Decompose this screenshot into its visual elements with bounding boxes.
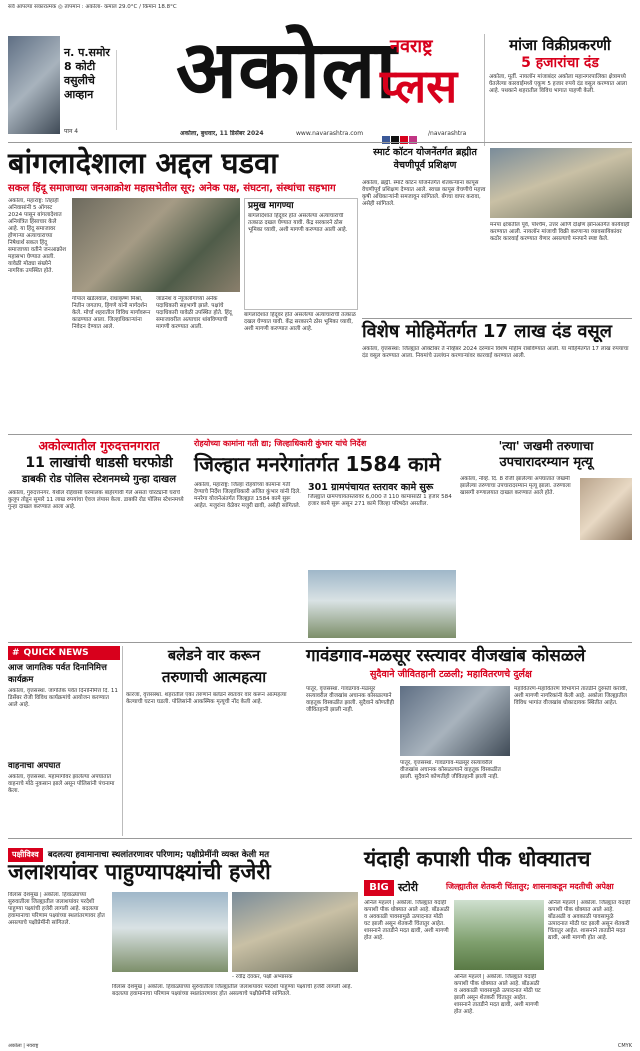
masthead-divider — [116, 50, 117, 130]
cotton-text: अनिल महल्ले | अकोला. जिल्ह्यात यंदाही कपाशी पीक धोक्यात आले आहे. बोंडअळी व अवकाळी पावसामुळे उत्पादनात मोठी घट झाली असून शेतकरी चिंतातुर आहेत. शासनाने तातडीने मदत द्यावी, अशी मागणी होत आहे. — [364, 900, 450, 941]
left-promo-headline: न. प.समोर 8 कोटी वसुलीचे आव्हान — [64, 46, 110, 101]
demands-box — [244, 198, 358, 310]
pole-headline: गावंडगाव-मळसूर रस्त्यावर वीजखांब कोसळले — [306, 646, 586, 666]
youth-headline-1: 'त्या' जखमी तरुणाचा — [498, 439, 594, 453]
footer-left: अकोला | नवराष्ट्र — [8, 1043, 39, 1049]
burglary-headline-2: 11 लाखांची धाडसी घरफोडी — [25, 455, 173, 471]
birds-caption: - रवींद्र देवकर, पक्षी अभ्यासक — [232, 974, 293, 980]
right-promo-title: मांजा विक्रीप्रकरणी — [509, 36, 611, 54]
quick-divider — [122, 646, 123, 836]
right-promo — [484, 34, 635, 146]
masthead-rule — [8, 142, 632, 143]
pole-text-2: पातूर, वृत्तसंस्था. गावंडगाव-मळसूर रस्त्यावरील वीजखांब अचानक कोसळल्याने वाहतूक विस्कळीत झाली. सुदैवाने कोणतीही जीवितहानी झाली नाही. — [400, 760, 501, 780]
lead-headline: बांगलादेशाला अद्दल घडवा — [8, 146, 278, 180]
rally-photo — [72, 198, 240, 292]
quick-news-label: QUICK NEWS — [23, 648, 89, 658]
section-rule-3 — [8, 838, 632, 839]
corner-text: महावितरण-महावितरण विभागाने तातडीने दुरुस्ती करावी, अशी मागणी नागरिकांनी केली आहे. अकोला जिल्ह्यातील विविध भागांत वीजखांब धोकादायक स्थितीत आहेत. — [514, 686, 628, 706]
burglary-headline-1: अकोल्यातील गुरुदत्तनगरात — [38, 438, 160, 453]
cotton-headline: यंदाही कपाशी पीक धोक्यातच — [364, 847, 591, 871]
social-icons — [382, 129, 424, 138]
campaign-headline: विशेष मोहिमेंतर्गत 17 लाख दंड वसूल — [362, 321, 612, 342]
big-story-label: स्टोरी — [398, 881, 419, 894]
cotton-text-2: अनिल महल्ले | अकोला. जिल्ह्यात यंदाही कपाशी पीक धोक्यात आले आहे. बोंडअळी व अवकाळी पावसामुळे उत्पादनात मोठी घट झाली असून शेतकरी चिंतातुर आहेत. शासनाने तातडीने मदत द्यावी, अशी मागणी होत आहे. — [454, 974, 541, 1015]
manja-text: मनपा क्षेत्रातील पूर्व, पश्चिम, उत्तर आणि दक्षिण झोनअंतर्गत कार्यवाही करण्यात आली. नायलॉन मांजाची विक्री करणाऱ्या व्यावसायिकांवर कठोर कारवाई करण्यात येणार असल्याचे मनपाने स्पष्ट केले. — [490, 222, 630, 242]
youth-portrait — [580, 478, 632, 540]
lead-text-col3: जाडनेश व न्यूजलोगांच्या अनेक पदाधिकारी सहभागी झाले. पक्षांचे पदाधिकारी यावेळी उपस्थित होते. हिंदू समाजावरील अत्याचार थांबविण्याची मागणी करण्यात आली. — [156, 296, 232, 330]
mgnrega-headline: जिल्हात मनरेगांतर्गत 1584 कामे — [194, 452, 441, 476]
youth-headline-2: उपचारादरम्यान मृत्यू — [499, 455, 593, 470]
birds-text-2: विलास देशमुख | अकोला. हिवाळ्याच्या सुरुवातीला जिल्ह्यातील जलाशयांवर परदेशी पाहुण्या पक्ष्यांची हजेरी लागली आहे. बदलत्या हवामानाचा परिणाम पक्ष्यांच्या स्थलांतरणावर होत असल्याचे पक्षीप्रेमींनी सांगितले. — [112, 984, 353, 997]
lead-text-col1: अकोला, महाराष्ट्र: तिहाही अनिवासांनी 5 ऑगस्ट 2024 पासून बांगलादेशात अनियंत्रित हिंसाचार केले आहे. या हिंदू समाजावर होणाऱ्या अत्याचाराच्या निषेधार्थ सकल हिंदू समाजाच्या वतीने जनआक्रोश महासभा घेण्यात आली. यावेळी मोठ्या संख्येने नागरिक उपस्थित होते. — [8, 198, 67, 274]
cotton-photo — [454, 900, 544, 970]
big-badge: BIG — [364, 880, 394, 896]
birds-photo-2 — [232, 892, 358, 972]
lead-text-col2: गोपाल खंडेलवाल, राधाकृष्ण मिश्रा, नितीन जगताप, हिंगणे यांनी मार्गदर्शन केले. मोर्चा शहरातील विविध मार्गांवरून काढण्यात आला. जिल्हाधिकाऱ्यांना निवेदन देण्यात आले. — [72, 296, 151, 330]
mgnrega-text: अकोला, महाराष्ट्र: जिल्हा रोहयोच्या कामांना गती देण्याचे निर्देश जिल्हाधिकारी अजित कुंभार यांनी दिले. मनरेगा योजनेअंतर्गत जिल्ह्यात 1584 कामे सुरू आहेत. मजुरांना वेळेवर मजुरी द्यावी, असेही सांगितले. — [194, 482, 301, 509]
birds-kicker-bar — [8, 842, 358, 860]
birds-kicker-label: पक्षीविश्व — [8, 848, 43, 862]
pole-text: पातूर, वृत्तसंस्था. गावंडगाव-मळसूर रस्त्यावरील वीजखांब अचानक कोसळल्याने वाहतूक विस्कळीत झाली. सुदैवाने कोणतीही जीवितहानी झाली नाही. — [306, 686, 395, 713]
birds-photo-1 — [112, 892, 228, 972]
pole-photo — [400, 686, 510, 756]
mgnrega-photo — [308, 570, 456, 638]
suicide-headline-1: बलेडने वार करून — [167, 648, 261, 664]
demands-text: बांगलादेशात हिंदूंवर होत असलेल्या अत्याचारांची तत्काळ दखल घेण्यात यावी. केंद्र सरकारने ठोस भूमिका घ्यावी, अशी मागणी करण्यात आली आहे. — [248, 213, 348, 233]
quick-news-bar — [8, 646, 120, 660]
cotton-sub: जिल्ह्यातील शेतकरी चिंतातुर; शासनाकडून मदतीची अपेक्षा — [446, 882, 614, 891]
section-rule-1 — [8, 434, 632, 435]
lead-kicker: सकल हिंदू समाजाच्या जनआक्रोश महासभेतील सूर; अनेक पक्ष, संघटना, संस्थांचा सहभाग — [8, 183, 336, 194]
masthead-brand-navarashtra: नवराष्ट्र — [390, 36, 433, 57]
quick-item1-title: आज जागतिक पर्वत दिनानिमित्त कार्यक्रम — [8, 663, 107, 685]
burglary-sub: डाबकी रोड पोलिस स्टेशनमध्ये गुन्हा दाखल — [22, 474, 176, 485]
right-promo-sub: 5 हजारांचा दंड — [521, 55, 599, 71]
campaign-rule — [362, 318, 632, 319]
burglary-text: अकोला, गुरुदत्तनगर. येथील रहिवासी घरमालक बाहेरगावी गेले असता चोरट्यांनी घराचे कुलूप तोडून सुमारे 11 लाख रुपयांचा ऐवज लंपास केला. डाबकी रोड पोलिस स्टेशनमध्ये गुन्हा दाखल करण्यात आला आहे. — [8, 490, 184, 510]
quick-item1-text: अकोला, वृत्तसंस्था. जागतिक पर्वत दिनानिमित्त दि. 11 डिसेंबर रोजी विविध कार्यक्रमांचे आयोजन करण्यात आले आहे. — [8, 688, 118, 708]
quick-item2-title: वाहनाचा अपघात — [8, 761, 61, 771]
suicide-headline-2: तरुणाची आत्महत्या — [161, 668, 267, 686]
building-photo — [8, 36, 60, 134]
demands-title: प्रमुख मागण्या — [248, 201, 294, 211]
page-number: पान 4 — [64, 128, 79, 135]
smart-cotton-headline: स्मार्ट कॉटन योजनेंतर्गत ब्रह्मीत वेचणीपूर्व प्रशिक्षण — [373, 147, 477, 171]
mgnrega-box-text: जिल्ह्यात ग्रामपंचायतस्तरावर 6,000 ते 110 कामांसाठी 1 हजार 584 हजार कामे सुरू असून 271 कामे जिल्हा परिषदेत असतील. — [308, 494, 452, 507]
mgnrega-kicker: रोहयोच्या कामांना गती द्या; जिल्हाधिकारी कुंभार यांचे निर्देश — [194, 439, 367, 448]
birds-text: विलास देशमुख | अकोला. हिवाळ्याच्या सुरुवातीला जिल्ह्यातील जलाशयांवर परदेशी पाहुण्या पक्ष्यांची हजेरी लागली आहे. बदलत्या हवामानाचा परिणाम पक्ष्यांच्या स्थलांतरणावर होत असल्याचे पक्षीप्रेमींनी सांगितले. — [8, 892, 105, 926]
social-handle: /navarashtra — [428, 130, 467, 137]
birds-kicker: बदलत्या हवामानाचा स्थलांतरणावर परिणाम; पक्षीप्रेमींनी व्यक्त केली मत — [47, 850, 270, 860]
pole-sub: सुदैवाने जीवितहानी टळली; महावितरणचे दुर्लक्ष — [370, 669, 532, 680]
smart-cotton-text: अकोला, ब्रह्मी. स्मार्ट कॉटन योजनेंतर्गत शेतकऱ्यांना कापूस वेचणीपूर्व प्रशिक्षण देण्यात आले. स्वच्छ कापूस वेचणीचे महत्त्व कृषी अधिकाऱ्यांनी समजावून सांगितले. बॅगचा वापर करावा, असेही सांगितले. — [362, 180, 486, 207]
masthead-brand-plus: प्लस — [380, 59, 458, 113]
manja-photo — [490, 148, 632, 218]
section-rule-2 — [8, 642, 632, 643]
quick-news-badge: # — [12, 648, 20, 658]
youth-text: अकोला, नोव्हे. दि. 8 रोजी झालेल्या अपघातात जखमी झालेल्या तरुणाचा उपचारादरम्यान मृत्यू झाला. तरुणाला खासगी रुग्णालयात दाखल करण्यात आले होते. — [460, 476, 571, 496]
website[interactable]: www.navarashtra.com — [296, 130, 364, 137]
mgnrega-box-title: 301 ग्रामपंचायत स्तरावर कामे सुरू — [308, 482, 434, 493]
suicide-text: कारंजा, वृत्तसंस्था. शहरातील एका तरुणाने बलेडने स्वतःवर वार करून आत्महत्या केल्याची घटना घडली. पोलिसांनी आकस्मिक मृत्यूची नोंद केली आहे. — [126, 692, 287, 705]
cotton-text-3: अनिल महल्ले | अकोला. जिल्ह्यात यंदाही कपाशी पीक धोक्यात आले आहे. बोंडअळी व अवकाळी पावसामुळे उत्पादनात मोठी घट झाली असून शेतकरी चिंतातुर आहेत. शासनाने तातडीने मदत द्यावी, अशी मागणी होत आहे. — [548, 900, 631, 941]
dateline: अकोला, बुधवार, 11 डिसेंबर 2024 — [180, 130, 264, 137]
top-strip: सर्व आपल्या सकारात्मक ◎ तापमान : अकोला- कमाल 29.0°C / किमान 18.8°C — [8, 4, 177, 10]
mgnrega-box — [308, 482, 456, 566]
footer-right: CMYK — [617, 1043, 632, 1049]
birds-headline: जलाशयांवर पाहुण्यापक्ष्यांची हजेरी — [8, 860, 271, 885]
campaign-text: अकोला, वृत्तसंस्था: जिल्ह्यात ऑक्टोबर ते नोव्हेंबर 2024 दरम्यान विशेष मोहीम राबविण्यात आली. या मोहिमेंतर्गत 17 लाख रुपयांचा दंड वसूल करण्यात आला. नियमांचे उल्लंघन करणाऱ्यांवर कारवाई करण्यात आली. — [362, 346, 629, 359]
lead-text-col4: बांगलादेशात हिंदूंवर होत असलेल्या अत्याचारांची तत्काळ दखल घेण्यात यावी. केंद्र सरकारने ठोस भूमिका घ्यावी, अशी मागणी करण्यात आली आहे. — [244, 312, 356, 332]
masthead-title: अकोला — [176, 23, 398, 116]
quick-item2-text: अकोला, वृत्तसंस्था. महामार्गावर झालेल्या अपघातात वाहनाचे मोठे नुकसान झाले असून पोलिसांनी पंचनामा केला. — [8, 774, 115, 794]
right-promo-text: अकोला, मूर्ती. नायलॉन मांजाबंदर अकोला महानगरपालिका क्षेत्रामध्ये घेतलेल्या कारवाईमध्ये एकूण 5 हजार रुपये दंड वसूल करण्यात आला आहे. पथकाने शहरातील विविध भागात पाहणी केली. — [489, 74, 627, 94]
